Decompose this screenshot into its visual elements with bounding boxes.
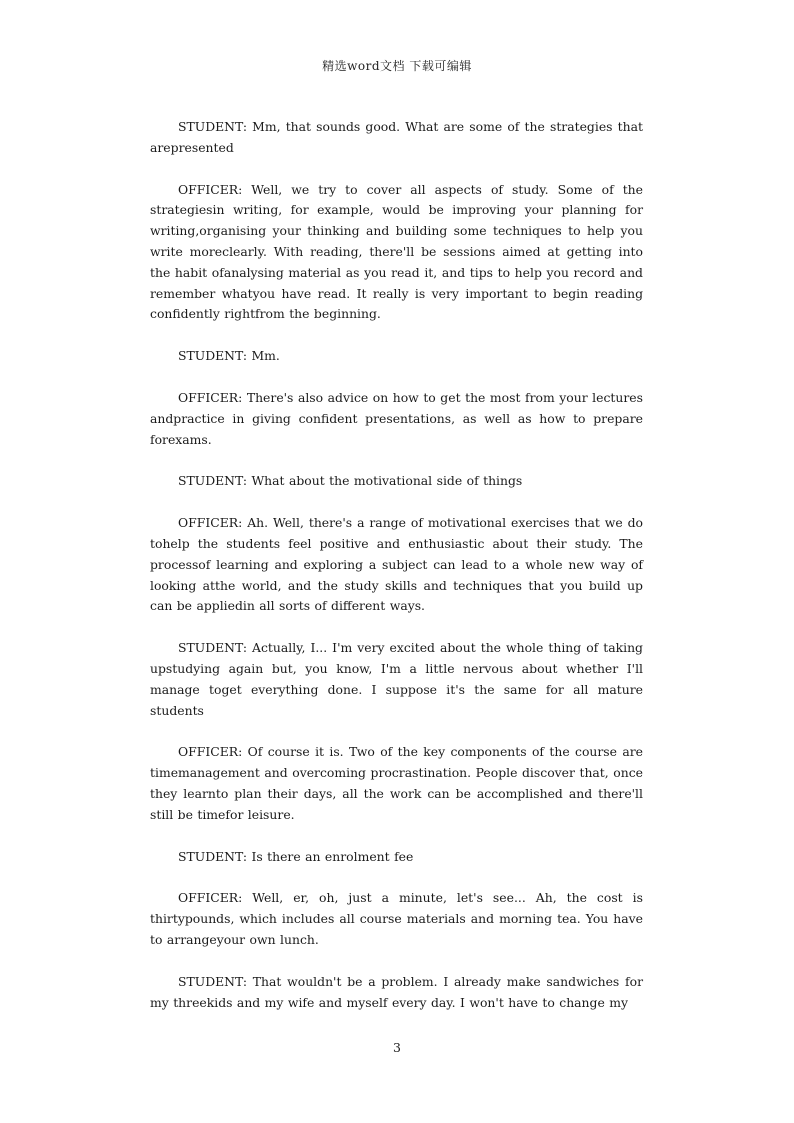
dialogue-paragraph: STUDENT: Mm. (178, 348, 280, 364)
page-header: 精选word文档 下载可编辑 (322, 59, 472, 73)
dialogue-paragraph: STUDENT: Actually, I... I'm very excited about the whole thing of taking upstudying again but, you know, I'm a little nervous about whether I'll manage toget everything done. I suppose it's the same for all mature students (150, 640, 643, 718)
dialogue-paragraph: OFFICER: Ah. Well, there's a range of motivational exercises that we do tohelp the students feel positive and enthusiastic about their study. The processof learning and exploring a subject can lead to a whole new way of looking atthe world, and the study skills and techniques that you build up can be appliedin all sorts of different ways. (150, 515, 643, 614)
dialogue-paragraph: STUDENT: What about the motivational side of things (178, 473, 523, 489)
dialogue-paragraph: OFFICER: Well, we try to cover all aspects of study. Some of the strategiesin writing, for example, would be improving your planning for writing,organising your thinking and building some techniques to help you write moreclearly. With reading, there'll be sessions aimed at getting into the habit ofanalysing material as you read it, and tips to help you record and remember whatyou have read. It really is very important to begin reading confidently rightfrom the beginning. (150, 181, 643, 322)
dialogue-paragraph: STUDENT: Mm, that sounds good. What are some of the strategies that arepresented (150, 119, 643, 155)
dialogue-body (150, 117, 643, 1034)
dialogue-paragraph: STUDENT: That wouldn't be a problem. I already make sandwiches for my threekids and my wife and myself every day. I won't have to change my (150, 973, 643, 1010)
page-number: 3 (393, 1040, 401, 1055)
dialogue-paragraph: OFFICER: Of course it is. Two of the key components of the course are timemanagement and overcoming procrastination. People discover that, once they learnto plan their days, all the work can be accomplished and there'll still be timefor leisure. (150, 744, 643, 822)
dialogue-paragraph: OFFICER: Well, er, oh, just a minute, let's see... Ah, the cost is thirtypounds, which includes all course materials and morning tea. You have to arrangeyour own lunch. (150, 890, 643, 947)
dialogue-paragraph: OFFICER: There's also advice on how to get the most from your lectures andpractice in giving confident presentations, as well as how to prepare forexams. (150, 389, 643, 447)
dialogue-paragraph: STUDENT: Is there an enrolment fee (178, 848, 414, 864)
